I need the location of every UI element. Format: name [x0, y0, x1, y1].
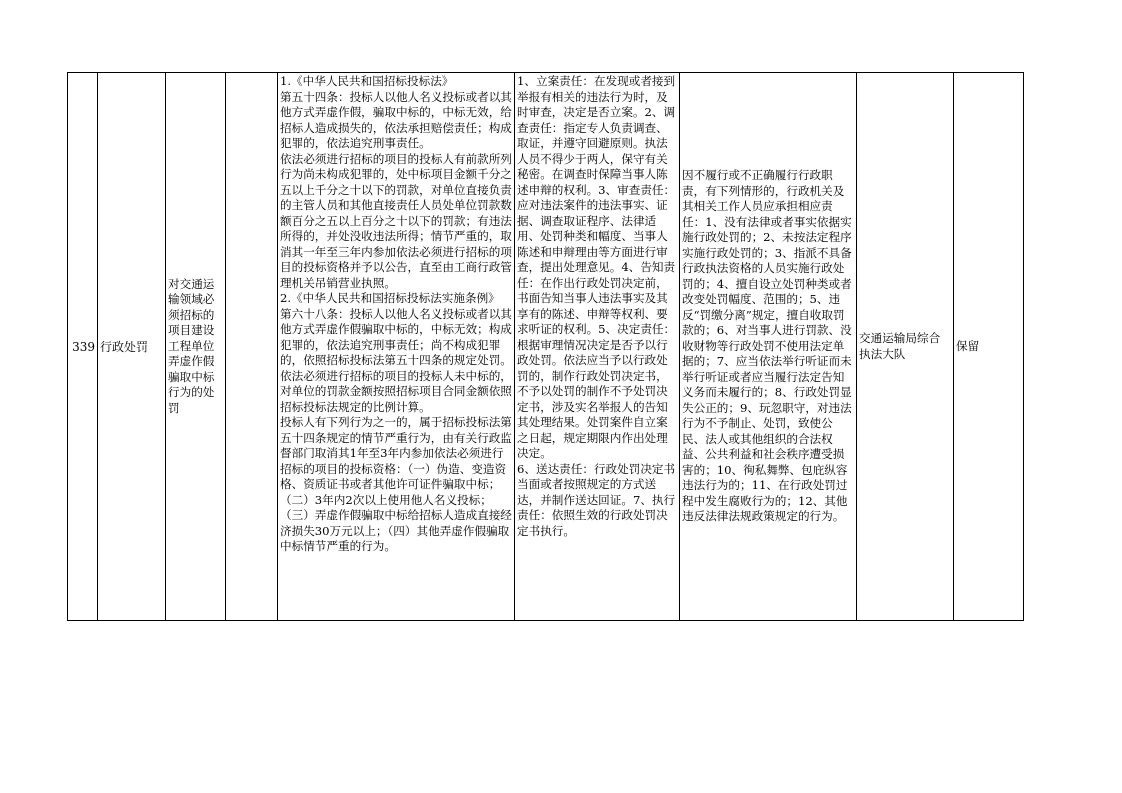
responsibility-cell	[515, 73, 680, 621]
item-name-cell	[166, 73, 226, 621]
legal-basis-cell	[278, 73, 515, 621]
serial-number: 339	[72, 339, 95, 354]
accountability-text: 因不履行或不正确履行行政职责，有下列情形的，行政机关及其相关工作人员应承担相应责任：1、没有法律或者事实依据实施行政处罚的；2、未按法定程序实施行政处罚的；3、指派不具备行政执法资格的人员实施行政处罚的；4、擅自设立处罚种类或者改变处罚幅度、范围的；5、违反“罚缴分离”规定，擅自收取罚款的；6、对当事人进行罚款、没收财物等行政处罚不使用法定单据的；7、应当依法举行听证而未举行听证或者应当履行法定告知义务而未履行的；8、行政处罚显失公正的；9、玩忽职守，对违法行为不予制止、处罚，致使公民、法人或其他组织的合法权益、公共利益和社会秩序遭受损害的；10、徇私舞弊、包庇纵容违法行为的；11、在行政处罚过程中发生腐败行为的；12、其他违反法律法规政策规定的行为。	[682, 168, 852, 524]
accountability-cell	[680, 73, 857, 621]
responsibility-text: 1、立案责任：在发现或者接到举报有相关的违法行为时，及时审查，决定是否立案。2、调查责任：指定专人负责调查、取证，并遵守回避原则。执法人员不得少于两人，保守有关秘密。在调查时保障当事人陈述申辩的权利。3、审查责任：应对违法案件的违法事实、证据、调查取证程序、法律适用、处罚种类和幅度、当事人陈述和申辩理由等方面进行审查，提出处理意见。4、告知责任：在作出行政处罚决定前，书面告知当事人违法事实及其享有的陈述、申辩等权利、要求听证的权利。5、决定责任：根据审理情况决定是否予以行政处罚。依法应当予以行政处罚的，制作行政处罚决定书，不予以处罚的制作不予处罚决定书，涉及实名举报人的告知其处理结果。处罚案件自立案之日起，规定期限内作出处理决定。 6、送达责任：行政处罚决定书当面或者按照规定的方式送达，并制作送达回证。7、执行责任：依照生效的行政处罚决定书执行。	[517, 74, 676, 538]
status-cell	[954, 73, 1024, 621]
category-cell	[98, 73, 166, 621]
power-list-table	[67, 72, 1024, 621]
responsible-department: 交通运输局综合执法大队	[859, 331, 941, 361]
sub-item-cell	[226, 73, 278, 621]
power-category: 行政处罚	[100, 339, 149, 354]
serial-cell	[68, 73, 98, 621]
table-row	[68, 73, 1024, 621]
legal-basis-text: 1.《中华人民共和国招标投标法》 第五十四条：投标人以他人名义投标或者以其他方式弄虚作假，骗取中标的，中标无效，给招标人造成损失的，依法承担赔偿责任；构成犯罪的，依法追究刑事责任。 依法必须进行招标的项目的投标人有前款所列行为尚未构成犯罪的，处中标项目金额千分之五以上千分之十以下的罚款，对单位直接负责的主管人员和其他直接责任人员处单位罚款数额百分之五以上百分之十以下的罚款；有违法所得的，并处没收违法所得；情节严重的，取消其一年至三年内参加依法必须进行招标的项目的投标资格并予以公告，直至由工商行政管理机关吊销营业执照。 2.《中华人民共和国招标投标法实施条例》 第六十八条：投标人以他人名义投标或者以其他方式弄虚作假骗取中标的，中标无效；构成犯罪的，依法追究刑事责任；尚不构成犯罪的，依照招标投标法第五十四条的规定处罚。依法必须进行招标的项目的投标人未中标的，对单位的罚款金额按照招标项目合同金额依照招标投标法规定的比例计算。 投标人有下列行为之一的，属于招标投标法第五十四条规定的情节严重行为，由有关行政监督部门取消其1年至3年内参加依法必须进行招标的项目的投标资格：（一）伪造、变造资格、资质证书或者其他许可证件骗取中标；（二）3年内2次以上使用他人名义投标；（三）弄虚作假骗取中标给招标人造成直接经济损失30万元以上；（四）其他弄虚作假骗取中标情节严重的行为。	[280, 74, 512, 553]
item-status: 保留	[956, 338, 980, 353]
item-name: 对交通运输领域必须招标的项目建设工程单位弄虚作假骗取中标行为的处罚	[168, 276, 215, 415]
department-cell	[857, 73, 954, 621]
